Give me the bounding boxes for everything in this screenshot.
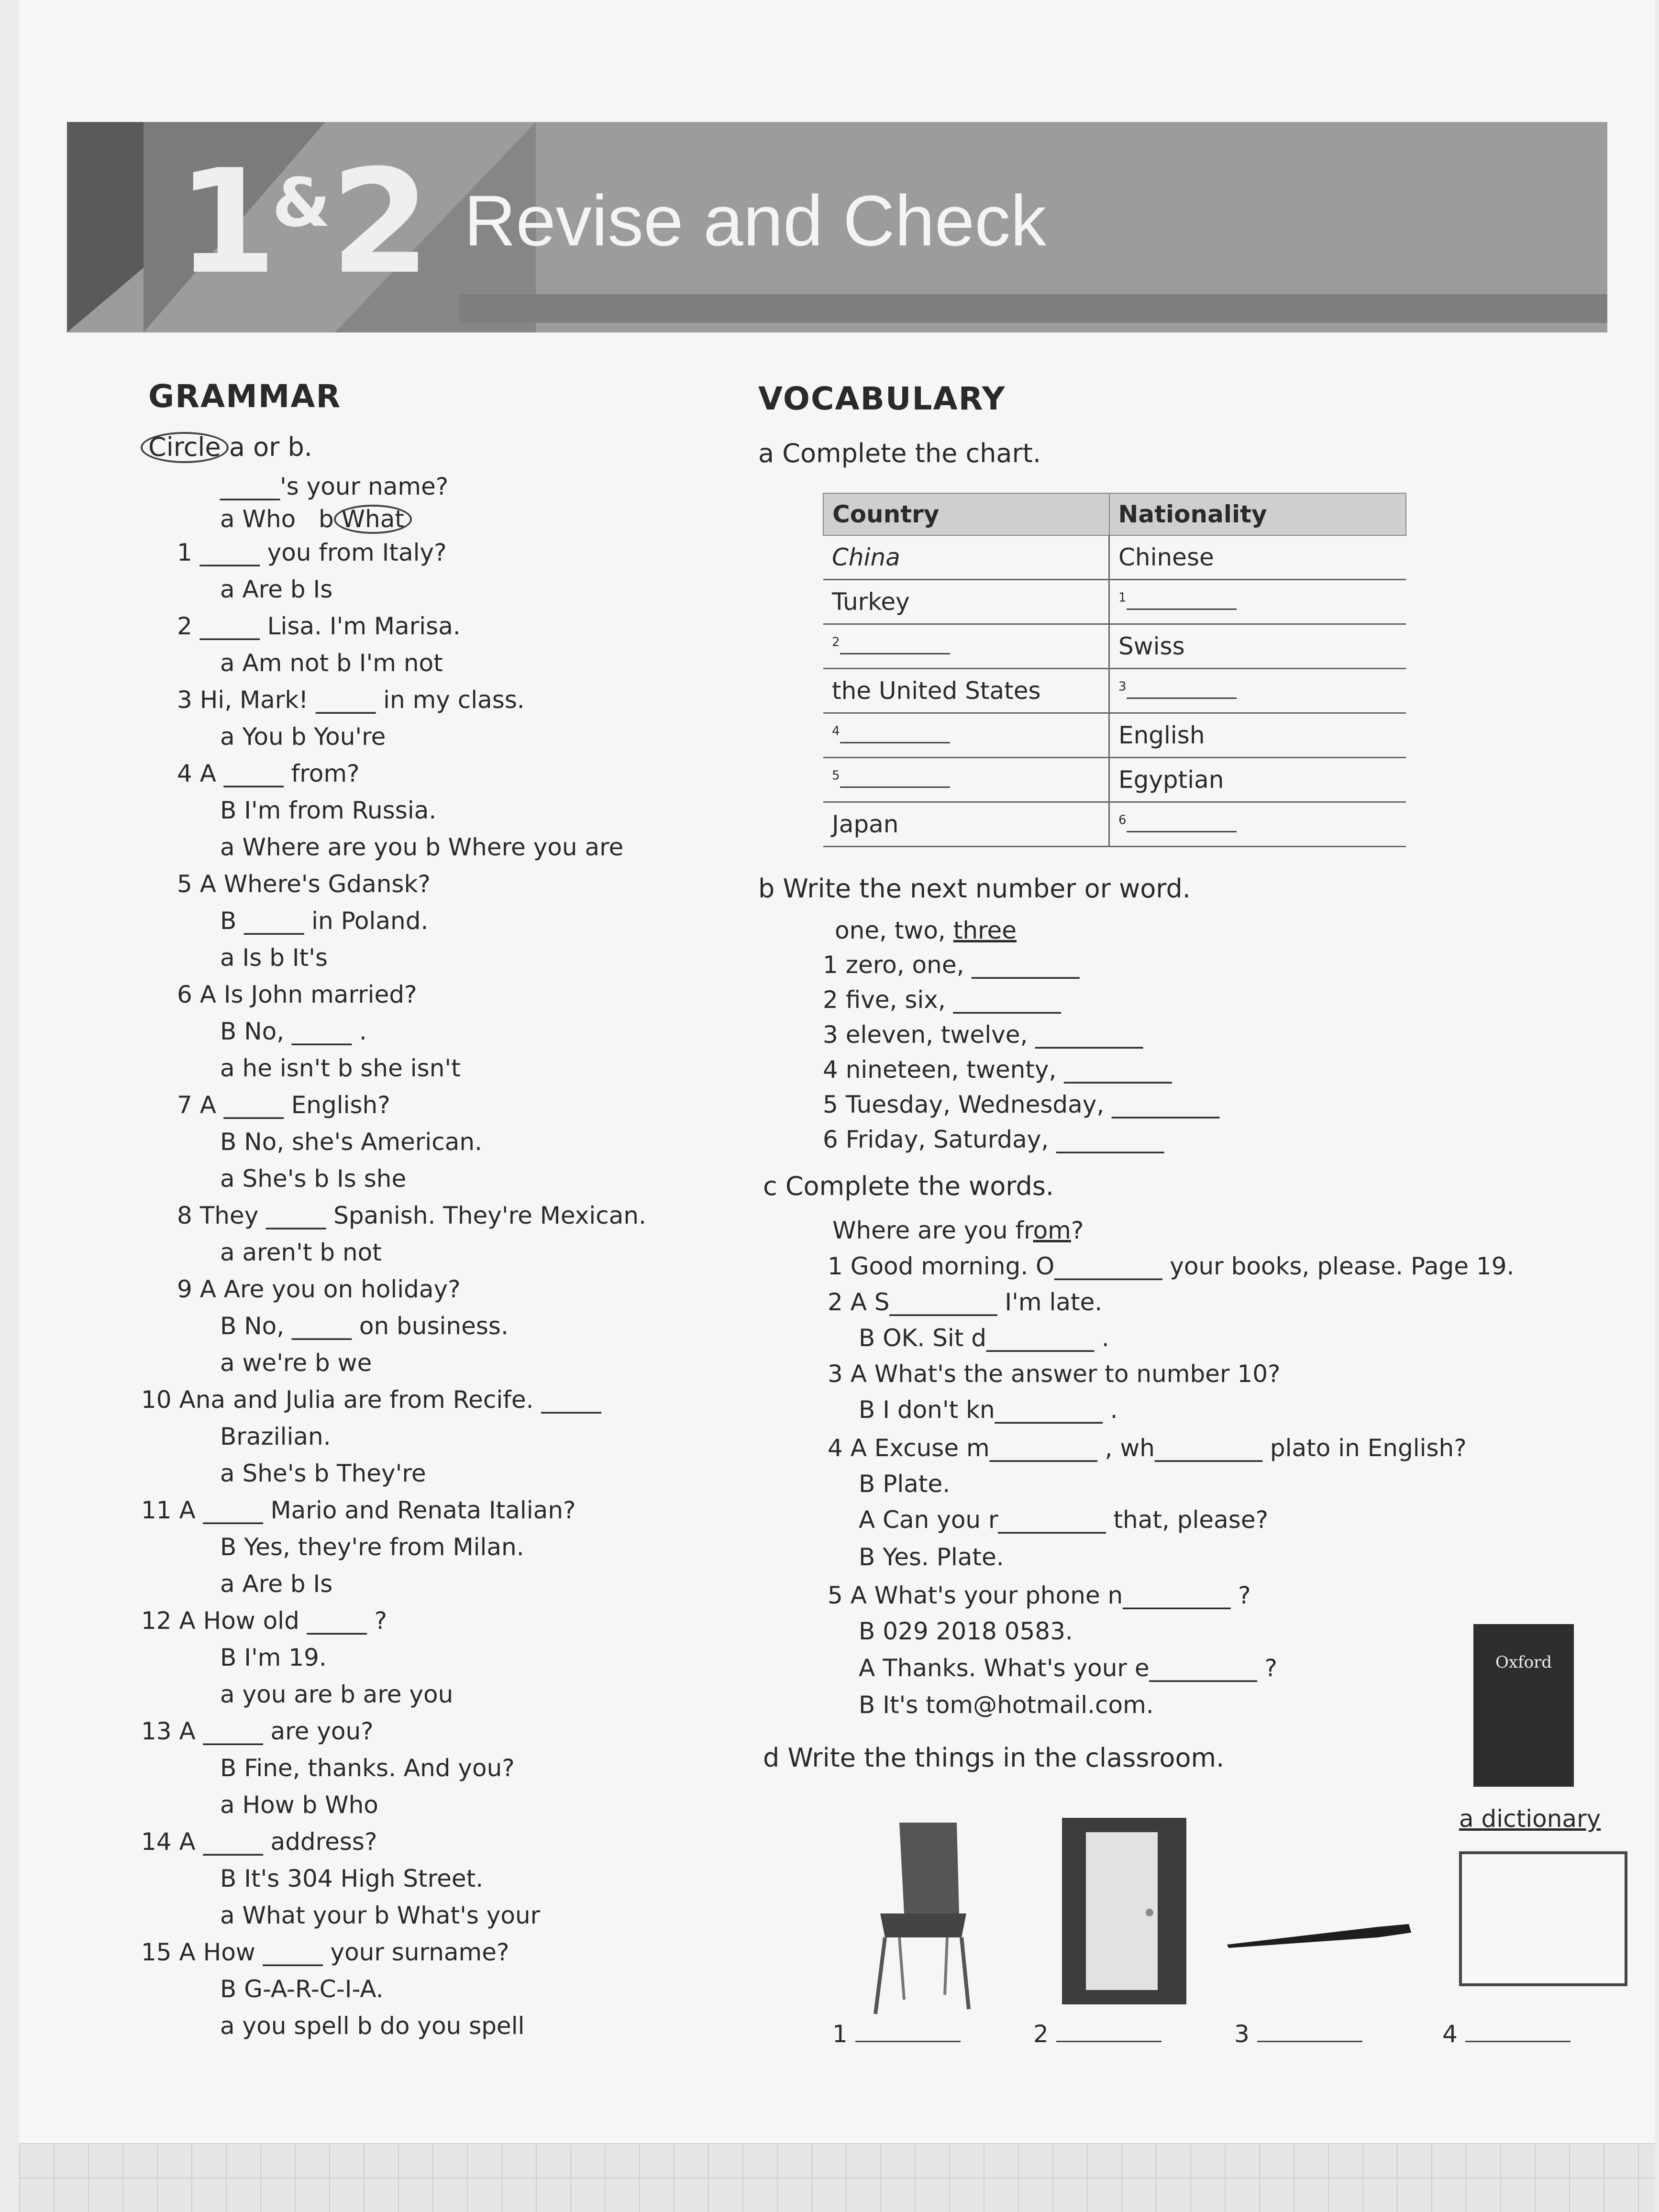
- grammar-line: B I'm from Russia.: [220, 796, 437, 824]
- grammar-line: B I'm 19.: [220, 1644, 327, 1671]
- chart-nationality-cell: Egyptian: [1109, 758, 1406, 802]
- vocab-c-item[interactable]: 5 A What's your phone n_________ ?: [828, 1582, 1251, 1609]
- grammar-question[interactable]: 11 A _____ Mario and Renata Italian?: [141, 1496, 576, 1524]
- chart-header-nationality: Nationality: [1109, 493, 1406, 535]
- chart-country-cell[interactable]: 5: [823, 758, 1109, 802]
- vocab-b-item[interactable]: 3 eleven, twelve, _________: [823, 1021, 1143, 1049]
- vocab-c-item: B 029 2018 0583.: [859, 1617, 1073, 1645]
- vocab-b-item[interactable]: 5 Tuesday, Wednesday, _________: [823, 1091, 1220, 1118]
- page-title: Revise and Check: [464, 180, 1047, 261]
- grammar-line[interactable]: B _____ in Poland.: [220, 907, 429, 935]
- vocab-c-item[interactable]: B I don't kn_________ .: [859, 1396, 1118, 1424]
- chart-header-country: Country: [823, 493, 1109, 535]
- grammar-line: B Yes, they're from Milan.: [220, 1533, 524, 1561]
- vocab-c-item: 3 A What's the answer to number 10?: [828, 1360, 1281, 1388]
- answer-blank[interactable]: [1465, 2022, 1571, 2042]
- grammar-line: a we're b we: [220, 1349, 372, 1377]
- chart-row: [823, 713, 1406, 758]
- classroom-answer-line[interactable]: 3: [1234, 2021, 1362, 2047]
- chart-nationality-cell[interactable]: 3: [1109, 669, 1406, 713]
- chart-nationality-cell[interactable]: 1: [1109, 580, 1406, 624]
- chart-nationality-cell: Swiss: [1109, 624, 1406, 669]
- vocab-c-item[interactable]: 2 A S_________ I'm late.: [828, 1288, 1103, 1316]
- vocab-c-item[interactable]: A Thanks. What's your e_________ ?: [859, 1654, 1278, 1682]
- vocab-c-item[interactable]: B OK. Sit d_________ .: [859, 1324, 1109, 1352]
- vocab-c-item: B Plate.: [859, 1470, 951, 1498]
- chart-row: [823, 624, 1406, 669]
- chart-country-cell: Japan: [823, 802, 1109, 847]
- vocab-b-item[interactable]: 2 five, six, _________: [823, 986, 1061, 1014]
- grammar-line: Brazilian.: [220, 1423, 331, 1450]
- grammar-line: a aren't b not: [220, 1239, 382, 1266]
- chart-row: [823, 802, 1406, 847]
- chair-image: [866, 1818, 976, 2019]
- grammar-line: a you spell b do you spell: [220, 2012, 525, 2040]
- table-surface: [19, 2143, 1655, 2212]
- grammar-line: B No, she's American.: [220, 1128, 482, 1156]
- vocab-c-instruction: c Complete the words.: [763, 1171, 1054, 1201]
- grammar-question[interactable]: 12 A How old _____ ?: [141, 1607, 387, 1635]
- grammar-line: a She's b They're: [220, 1460, 426, 1487]
- vocab-d-example: a dictionary: [1459, 1805, 1601, 1833]
- answer-blank[interactable]: [1056, 2022, 1161, 2042]
- grammar-line: a She's b Is she: [220, 1165, 407, 1193]
- vocab-b-example: one, two, three: [835, 917, 1017, 944]
- chart-nationality-cell[interactable]: 6: [1109, 802, 1406, 847]
- door-image: [1062, 1818, 1186, 2004]
- vocabulary-heading: VOCABULARY: [758, 380, 1006, 417]
- answer-blank[interactable]: [855, 2022, 961, 2042]
- grammar-question: 9 A Are you on holiday?: [177, 1275, 461, 1303]
- grammar-question[interactable]: 8 They _____ Spanish. They're Mexican.: [177, 1202, 646, 1229]
- grammar-line[interactable]: B No, _____ on business.: [220, 1312, 509, 1340]
- grammar-line: a Are b Is: [220, 575, 333, 603]
- vocab-c-item: B It's tom@hotmail.com.: [859, 1691, 1154, 1719]
- grammar-line: a How b Who: [220, 1791, 378, 1819]
- vocab-a-instruction: a Complete the chart.: [758, 438, 1041, 468]
- grammar-line: a you are b are you: [220, 1681, 453, 1708]
- vocab-c-example: Where are you from?: [832, 1217, 1084, 1244]
- grammar-example-question: _____'s your name?: [220, 473, 449, 500]
- vocab-b-item[interactable]: 4 nineteen, twenty, _________: [823, 1056, 1172, 1084]
- grammar-line: a What your b What's your: [220, 1902, 541, 1929]
- chart-nationality-cell: English: [1109, 713, 1406, 758]
- chart-country-cell[interactable]: 2: [823, 624, 1109, 669]
- vocab-b-instruction: b Write the next number or word.: [758, 874, 1191, 904]
- chart-country-cell: the United States: [823, 669, 1109, 713]
- grammar-line: a Where are you b Where you are: [220, 833, 624, 861]
- grammar-line: B Fine, thanks. And you?: [220, 1754, 515, 1782]
- grammar-line: a Is b It's: [220, 944, 328, 972]
- classroom-answer-line[interactable]: 2: [1033, 2021, 1161, 2047]
- vocab-b-item[interactable]: 6 Friday, Saturday, _________: [823, 1126, 1164, 1153]
- chart-row: [823, 758, 1406, 802]
- chart-row: [823, 669, 1406, 713]
- vocab-c-item[interactable]: 1 Good morning. O_________ your books, please. Page 19.: [828, 1252, 1515, 1280]
- vocab-b-item[interactable]: 1 zero, one, _________: [823, 951, 1080, 979]
- chart-row: [823, 580, 1406, 624]
- dictionary-book-image: Oxford: [1473, 1624, 1574, 1787]
- grammar-line: a he isn't b she isn't: [220, 1054, 461, 1082]
- grammar-question: 5 A Where's Gdansk?: [177, 870, 431, 898]
- chart-nationality-cell: Chinese: [1109, 535, 1406, 580]
- grammar-question[interactable]: 4 A _____ from?: [177, 760, 360, 787]
- nationality-chart: [823, 493, 1406, 847]
- classroom-answer-line[interactable]: 4: [1442, 2021, 1571, 2047]
- classroom-answer-line[interactable]: 1: [832, 2021, 961, 2047]
- vocab-c-item[interactable]: A Can you r_________ that, please?: [859, 1506, 1269, 1534]
- chart-row: [823, 535, 1406, 580]
- whiteboard-image: [1459, 1851, 1627, 1986]
- vocab-c-item: B Yes. Plate.: [859, 1543, 1004, 1571]
- grammar-example-options: a Who b What: [220, 506, 404, 532]
- grammar-question[interactable]: 2 _____ Lisa. I'm Marisa.: [177, 612, 461, 640]
- chart-country-cell: Turkey: [823, 580, 1109, 624]
- grammar-question[interactable]: 10 Ana and Julia are from Recife. _____: [141, 1386, 601, 1414]
- grammar-heading: GRAMMAR: [148, 378, 342, 415]
- grammar-question[interactable]: 15 A How _____ your surname?: [141, 1938, 509, 1966]
- grammar-line: a Am not b I'm not: [220, 649, 443, 677]
- grammar-instruction: Circle a or b.: [148, 433, 312, 461]
- grammar-question[interactable]: 13 A _____ are you?: [141, 1717, 374, 1745]
- grammar-question[interactable]: 7 A _____ English?: [177, 1091, 390, 1119]
- grammar-question[interactable]: 3 Hi, Mark! _____ in my class.: [177, 686, 525, 714]
- pen-image: [1225, 1918, 1416, 1957]
- chart-country-cell: China: [823, 535, 1109, 580]
- chart-country-cell[interactable]: 4: [823, 713, 1109, 758]
- vocab-d-instruction: d Write the things in the classroom.: [763, 1743, 1225, 1773]
- title-banner: [67, 122, 1607, 332]
- answer-blank[interactable]: [1257, 2022, 1362, 2042]
- vocab-c-item[interactable]: 4 A Excuse m_________ , wh_________ plato in English?: [828, 1434, 1467, 1462]
- unit-number: 1&2: [177, 139, 426, 306]
- grammar-question[interactable]: 14 A _____ address?: [141, 1828, 377, 1856]
- grammar-question[interactable]: 1 _____ you from Italy?: [177, 539, 447, 566]
- grammar-line: a You b You're: [220, 723, 386, 751]
- grammar-question: 6 A Is John married?: [177, 981, 417, 1008]
- grammar-line: B It's 304 High Street.: [220, 1865, 484, 1892]
- grammar-line: a Are b Is: [220, 1570, 333, 1598]
- grammar-line: B G-A-R-C-I-A.: [220, 1975, 384, 2003]
- grammar-line[interactable]: B No, _____ .: [220, 1018, 367, 1045]
- worksheet-page: [19, 0, 1655, 2212]
